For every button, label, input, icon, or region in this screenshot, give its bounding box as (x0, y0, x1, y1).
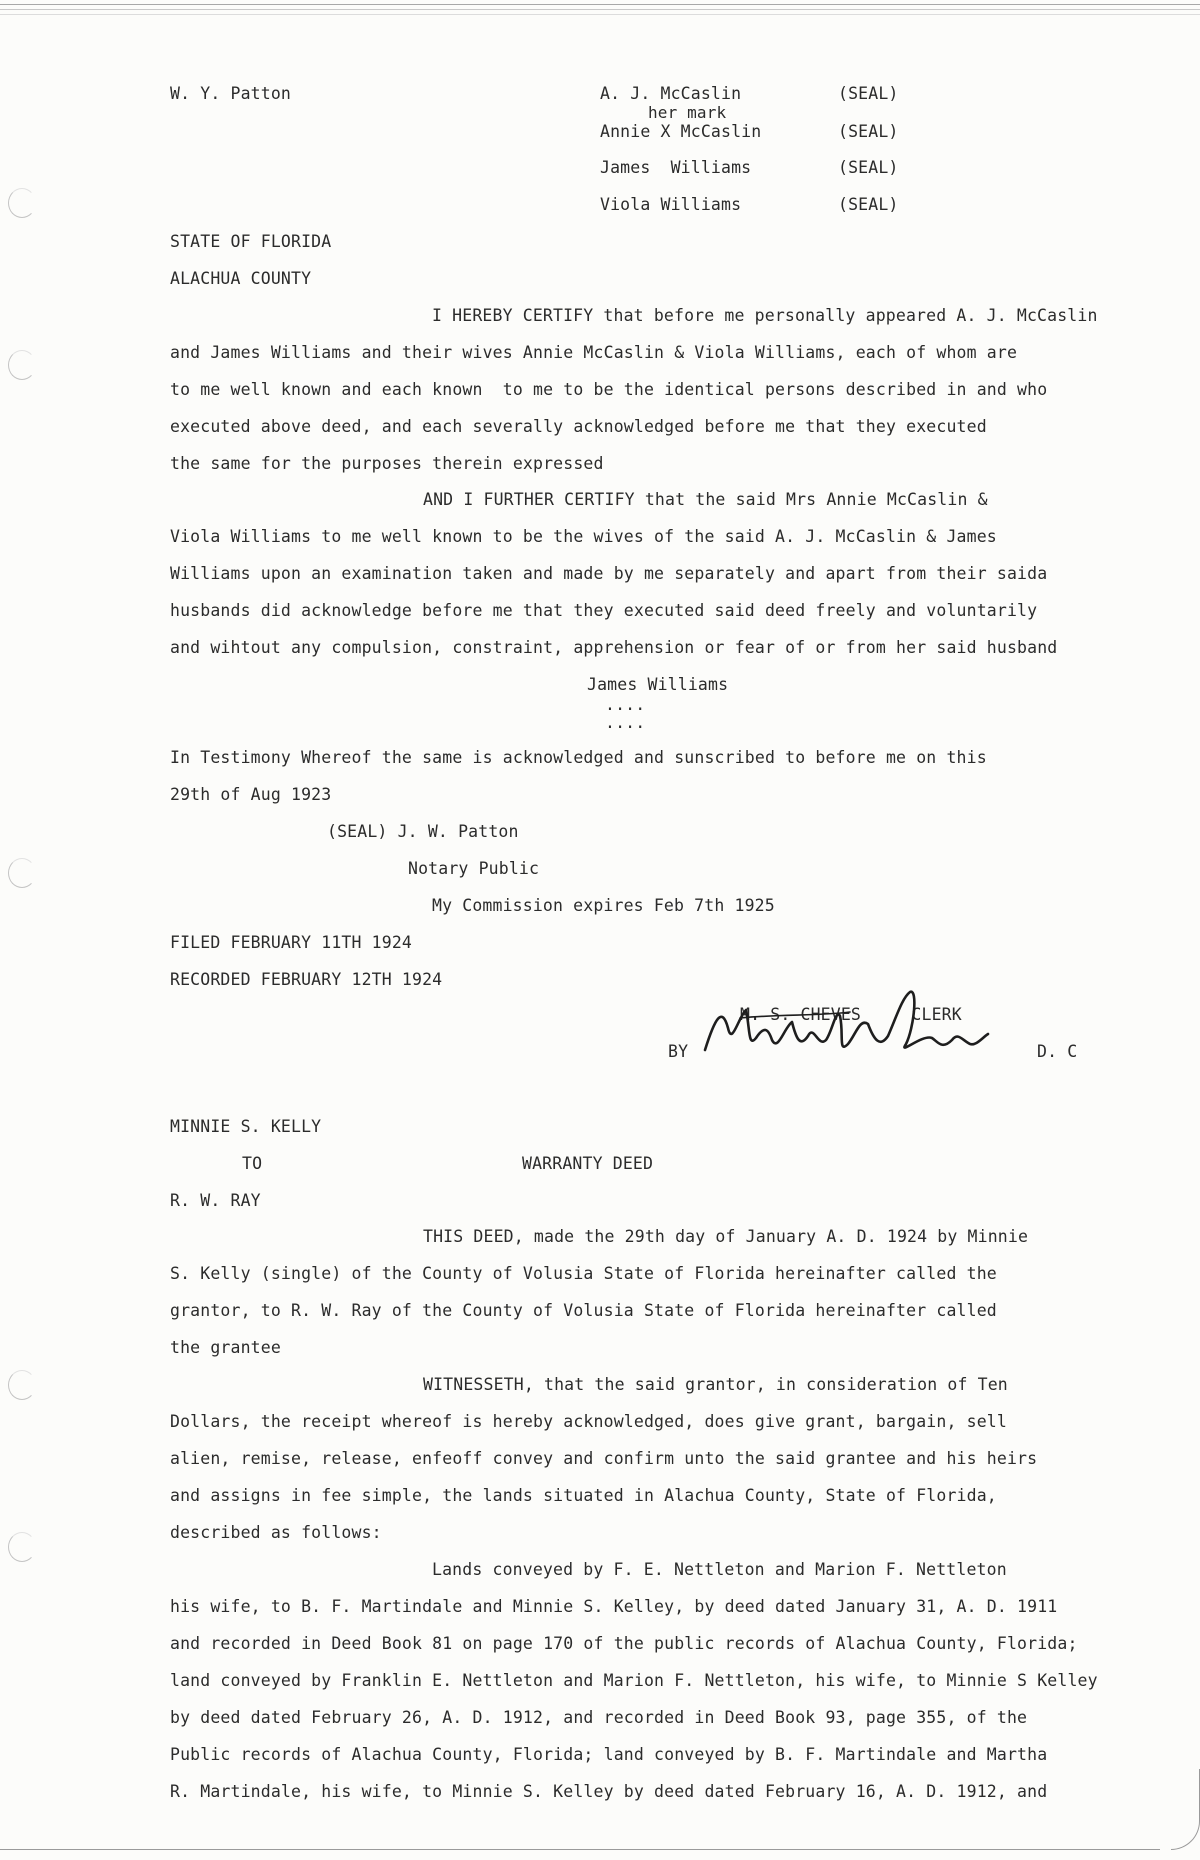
deed-line: WITNESSETH, that the said grantor, in consideration of Ten (423, 1375, 1008, 1394)
deed-line: his wife, to B. F. Martindale and Minnie S. Kelley, by deed dated January 31, A. D. 1911 (170, 1597, 1058, 1616)
recorded-date: RECORDED FEBRUARY 12TH 1924 (170, 970, 443, 989)
binder-hole-4 (8, 1370, 36, 1400)
ack-line: husbands did acknowledge before me that they executed said deed freely and voluntarily (170, 601, 1038, 620)
mark-note: her mark (648, 103, 727, 122)
deed-line: and assigns in fee simple, the lands situated in Alachua County, State of Florida, (170, 1486, 997, 1505)
state-heading: STATE OF FLORIDA (170, 232, 332, 251)
ack-line: AND I FURTHER CERTIFY that the said Mrs Annie McCaslin & (423, 490, 988, 509)
ellipsis-mark: .... (605, 713, 646, 732)
notary-title: Notary Public (408, 859, 540, 878)
deed-line: Public records of Alachua County, Florida; land conveyed by B. F. Martindale and Martha (170, 1745, 1048, 1764)
testimony-date: 29th of Aug 1923 (170, 785, 332, 804)
signer-name: Annie X McCaslin (600, 122, 762, 141)
ellipsis-mark: .... (605, 695, 646, 714)
ack-line: Viola Williams to me well known to be the wives of the said A. J. McCaslin & James (170, 527, 997, 546)
deed-line: R. Martindale, his wife, to Minnie S. Kelley by deed dated February 16, A. D. 1912, and (170, 1782, 1048, 1801)
ack-line: Williams upon an examination taken and made by me separately and apart from their saida (170, 564, 1048, 583)
deed-line: land conveyed by Franklin E. Nettleton and Marion F. Nettleton, his wife, to Minnie S Kelley (170, 1671, 1098, 1690)
bottom-border-line (0, 1849, 1160, 1850)
binder-hole-2 (8, 350, 36, 380)
signer-name: James Williams (600, 158, 752, 177)
ack-line: and wihtout any compulsion, constraint, apprehension or fear of or from her said husband (170, 638, 1058, 657)
grantee-name: R. W. RAY (170, 1191, 261, 1210)
ack-line: and James Williams and their wives Annie McCaslin & Viola Williams, each of whom are (170, 343, 1018, 362)
deed-line: Lands conveyed by F. E. Nettleton and Marion F. Nettleton (432, 1560, 1007, 1579)
ack-line: the same for the purposes therein expressed (170, 454, 604, 473)
page-corner-curl (1171, 1769, 1200, 1850)
binder-hole-5 (8, 1532, 36, 1562)
by-label: BY (668, 1042, 689, 1061)
seal-label: (SEAL) (838, 84, 899, 103)
clerk-signature (700, 988, 990, 1068)
binder-hole-1 (8, 188, 36, 218)
deed-line: by deed dated February 26, A. D. 1912, and recorded in Deed Book 93, page 355, of the (170, 1708, 1028, 1727)
ack-line: I HEREBY CERTIFY that before me personally appeared A. J. McCaslin (432, 306, 1098, 325)
signer-name: Viola Williams (600, 195, 742, 214)
filed-date: FILED FEBRUARY 11TH 1924 (170, 933, 413, 952)
deed-line: S. Kelly (single) of the County of Volusia State of Florida hereinafter called the (170, 1264, 997, 1283)
ack-line: James Williams (587, 675, 729, 694)
deputy-clerk-label: D. C (1037, 1042, 1078, 1061)
deed-line: alien, remise, release, enfeoff convey and confirm unto the said grantee and his heirs (170, 1449, 1038, 1468)
grantor-name: MINNIE S. KELLY (170, 1117, 322, 1136)
top-border-line (0, 4, 1200, 5)
deed-title: WARRANTY DEED (522, 1154, 654, 1173)
witness-name: W. Y. Patton (170, 84, 292, 103)
to-label: TO (242, 1154, 263, 1173)
commission-expiry: My Commission expires Feb 7th 1925 (432, 896, 775, 915)
deed-line: and recorded in Deed Book 81 on page 170 of the public records of Alachua County, Florida; (170, 1634, 1078, 1653)
deed-line: THIS DEED, made the 29th day of January A. D. 1924 by Minnie (423, 1227, 1029, 1246)
ack-line: executed above deed, and each severally acknowledged before me that they executed (170, 417, 987, 436)
deed-line: the grantee (170, 1338, 281, 1357)
top-border-line-3 (0, 14, 1200, 15)
deed-line: grantor, to R. W. Ray of the County of Volusia State of Florida hereinafter called (170, 1301, 997, 1320)
deed-line: described as follows: (170, 1523, 382, 1542)
signer-name: A. J. McCaslin (600, 84, 742, 103)
testimony-line: In Testimony Whereof the same is acknowledged and sunscribed to before me on this (170, 748, 987, 767)
deed-line: Dollars, the receipt whereof is hereby acknowledged, does give grant, bargain, sell (170, 1412, 1007, 1431)
county-heading: ALACHUA COUNTY (170, 269, 312, 288)
seal-label: (SEAL) (838, 158, 899, 177)
seal-label: (SEAL) (838, 195, 899, 214)
clerk-label: M. S. CHEVES CLERK (740, 1005, 962, 1024)
ack-line: to me well known and each known to me to be the identical persons described in and who (170, 380, 1048, 399)
notary-name: (SEAL) J. W. Patton (327, 822, 519, 841)
top-border-line-2 (0, 9, 1200, 10)
seal-label: (SEAL) (838, 122, 899, 141)
binder-hole-3 (8, 858, 36, 888)
